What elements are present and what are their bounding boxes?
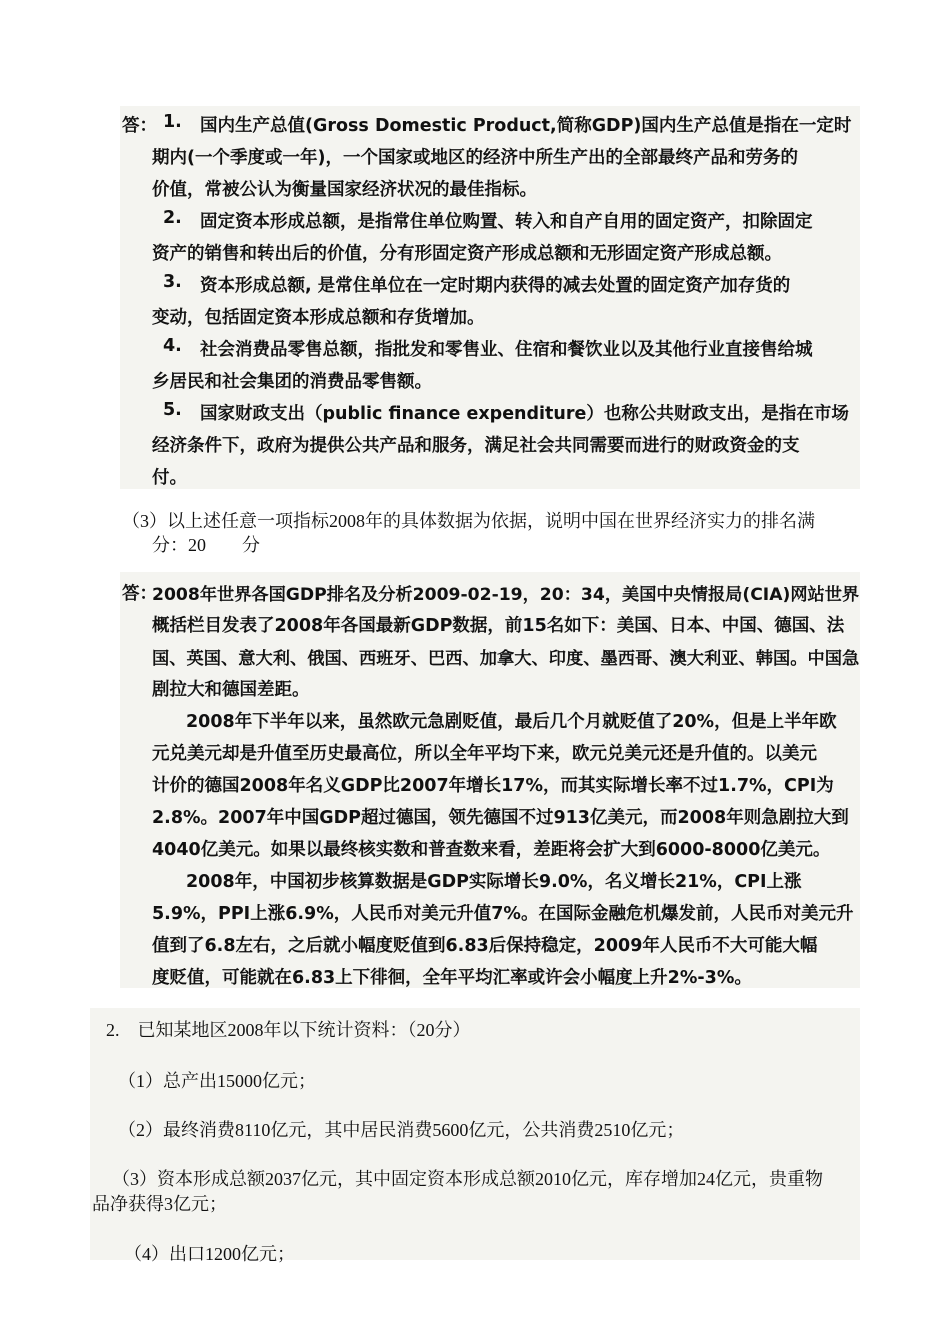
question2-item3-line1: （3）资本形成总额2037亿元，其中固定资本形成总额2010亿元，库存增加24亿元，贵重物 xyxy=(112,1169,823,1189)
answer1-item4-line2: 乡居民和社会集团的消费品零售额。 xyxy=(152,372,432,392)
answer2-p3-line4: 度贬值，可能就在6.83上下徘徊，全年平均汇率或许会小幅度上升2%-3%。 xyxy=(152,968,752,988)
answer1-item5-line2: 经济条件下，政府为提供公共产品和服务，满足社会共同需要而进行的财政资金的支 xyxy=(152,436,800,456)
answer2-p3-line1: 2008年，中国初步核算数据是GDP实际增长9.0%，名义增长21%，CPI上涨 xyxy=(186,872,802,892)
question2-item1: （1）总产出15000亿元； xyxy=(118,1071,316,1091)
answer2-p2-line1: 2008年下半年以来，虽然欧元急剧贬值，最后几个月就贬值了20%，但是上半年欧 xyxy=(186,712,837,732)
question2-item3-line2: 品净获得3亿元； xyxy=(92,1194,227,1214)
answer1-item5-number: 5. xyxy=(163,400,182,420)
answer1-item2-line2: 资产的销售和转出后的价值，分有形固定资产形成总额和无形固定资产形成总额。 xyxy=(152,244,782,264)
answer1-item1-line3: 价值，常被公认为衡量国家经济状况的最佳指标。 xyxy=(152,180,537,200)
answer1-item5-line1: 国家财政支出（public finance expenditure）也称公共财政支出，是指在市场 xyxy=(200,404,849,424)
answer1-prefix: 答： xyxy=(122,116,157,136)
answer2-p1-line3: 国、英国、意大利、俄国、西班牙、巴西、加拿大、印度、墨西哥、澳大利亚、韩国。中国急 xyxy=(152,649,860,669)
answer1-item2-line1: 固定资本形成总额，是指常住单位购置、转入和自产自用的固定资产，扣除固定 xyxy=(200,212,813,232)
answer2-p1-line4: 剧拉大和德国差距。 xyxy=(152,680,310,700)
answer2-p3-line2: 5.9%，PPI上涨6.9%，人民币对美元升值7%。在国际金融危机爆发前，人民币对美元升 xyxy=(152,904,854,924)
answer1-item1-number: 1. xyxy=(163,112,182,132)
answer2-p3-line3: 值到了6.8左右，之后就小幅度贬值到6.83后保持稳定，2009年人民币不大可能大幅 xyxy=(152,936,818,956)
answer1-item1-line2: 期内(一个季度或一年)，一个国家或地区的经济中所生产出的全部最终产品和劳务的 xyxy=(152,148,798,168)
answer1-item5-line3: 付。 xyxy=(152,468,187,488)
answer1-item4-line1: 社会消费品零售总额，指批发和零售业、住宿和餐饮业以及其他行业直接售给城 xyxy=(200,340,813,360)
answer2-p1-line1: 2008年世界各国GDP排名及分析2009-02-19，20：34，美国中央情报局(CIA)网站世界 xyxy=(152,585,860,605)
answer1-item4-number: 4. xyxy=(163,336,182,356)
answer1-item3-number: 3. xyxy=(163,272,182,292)
answer2-prefix: 答： xyxy=(122,584,157,604)
question2-item4: （4）出口1200亿元； xyxy=(124,1244,295,1264)
question2-title: 2. 已知某地区2008年以下统计资料：（20分） xyxy=(106,1020,471,1040)
question3-line2: 分：20 分 xyxy=(152,535,260,555)
answer2-p1-line2: 概括栏目发表了2008年各国最新GDP数据，前15名如下：美国、日本、中国、德国、法 xyxy=(152,616,845,636)
answer1-item3-line1: 资本形成总额, 是常住单位在一定时期内获得的减去处置的固定资产加存货的 xyxy=(200,276,791,296)
answer1-item2-number: 2. xyxy=(163,208,182,228)
answer2-p2-line5: 4040亿美元。如果以最终核实数和普查数来看，差距将会扩大到6000-8000亿美元。 xyxy=(152,840,831,860)
question2-item2: （2）最终消费8110亿元，其中居民消费5600亿元，公共消费2510亿元； xyxy=(118,1120,685,1140)
answer2-p2-line4: 2.8%。2007年中国GDP超过德国，领先德国不过913亿美元，而2008年则急剧拉大到 xyxy=(152,808,849,828)
answer1-item1-line1: 国内生产总值(Gross Domestic Product,简称GDP)国内生产总值是指在一定时 xyxy=(200,116,852,136)
answer2-p2-line2: 元兑美元却是升值至历史最高位，所以全年平均下来，欧元兑美元还是升值的。以美元 xyxy=(152,744,817,764)
question3-line1: （3）以上述任意一项指标2008年的具体数据为依据，说明中国在世界经济实力的排名满 xyxy=(122,511,815,531)
answer2-p2-line3: 计价的德国2008年名义GDP比2007年增长17%，而其实际增长率不过1.7%，CPI为 xyxy=(152,776,834,796)
answer1-item3-line2: 变动，包括固定资本形成总额和存货增加。 xyxy=(152,308,485,328)
